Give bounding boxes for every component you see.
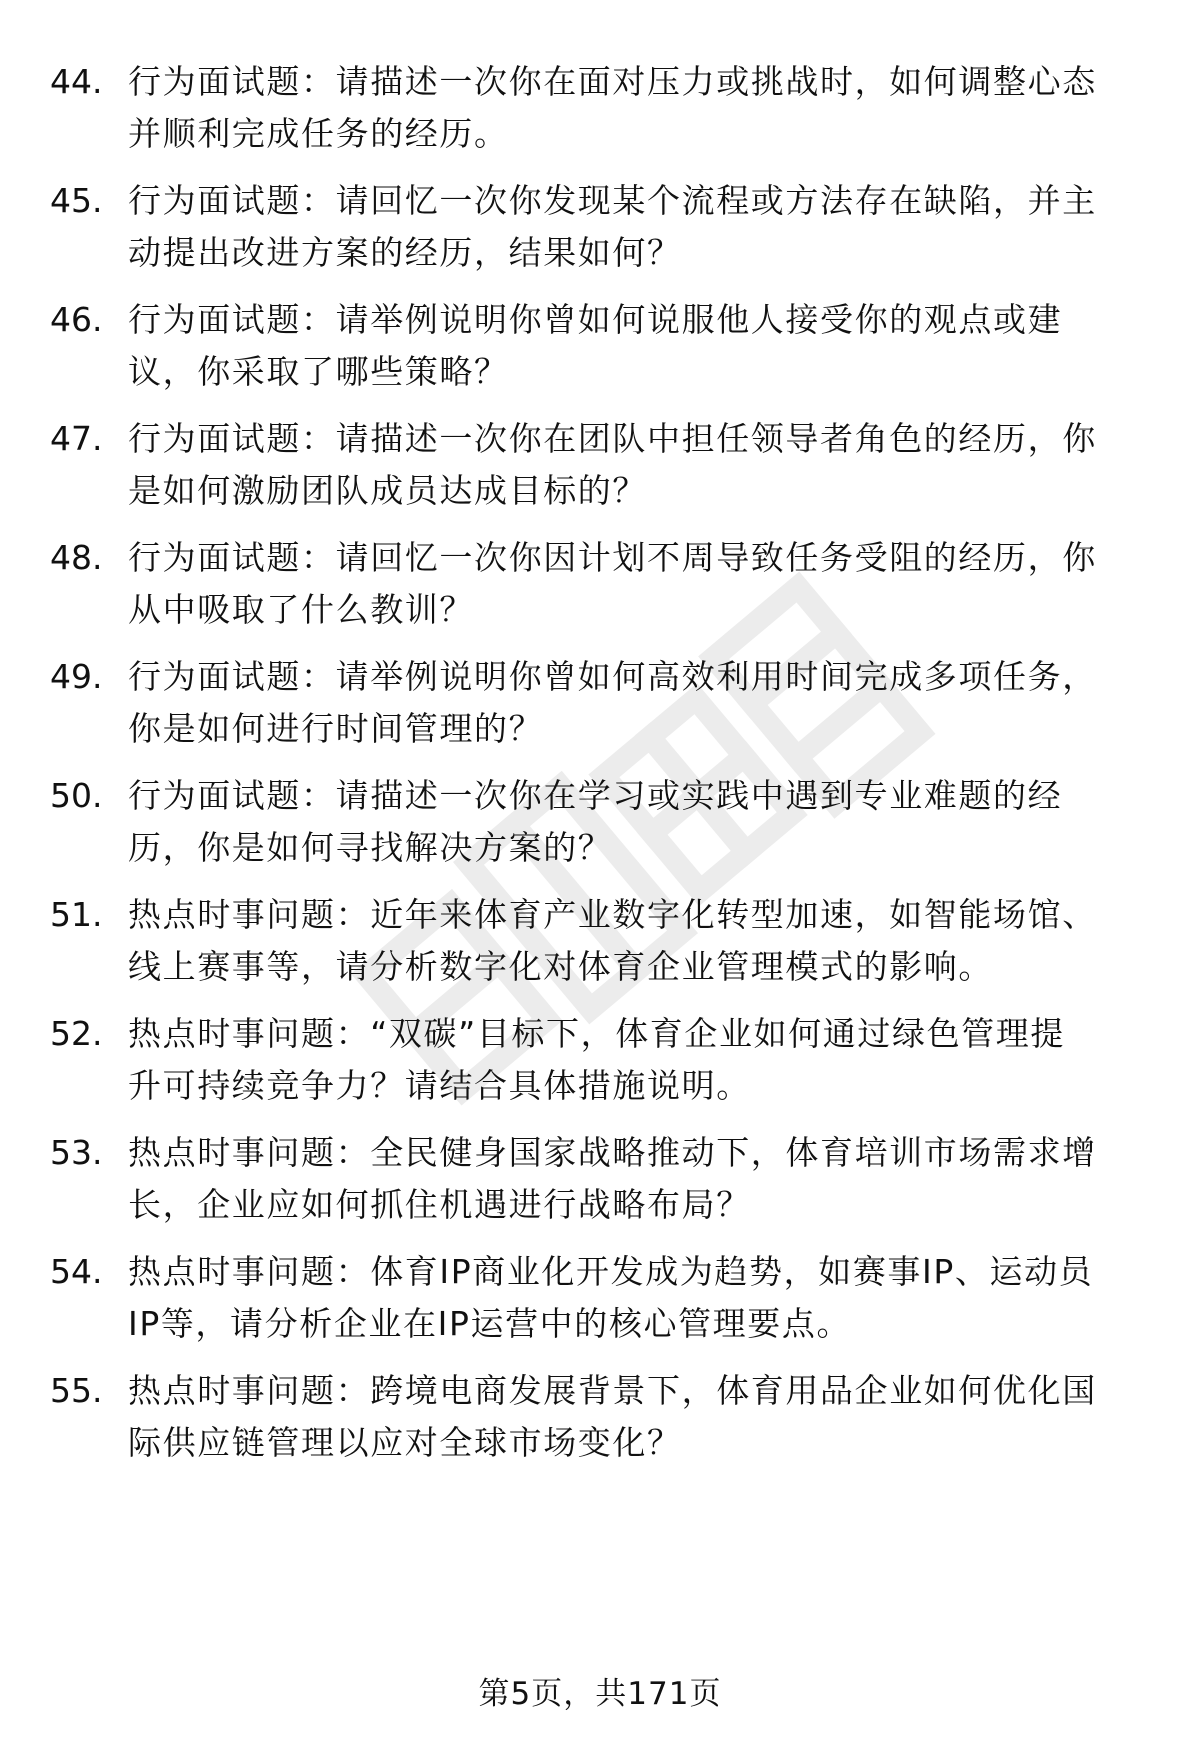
question-text-line-1: 热点时事问题：体育IP商业化开发成为趋势，如赛事IP、运动员 [128, 1252, 1094, 1291]
page-indicator: 第5页，共171页 [478, 1676, 722, 1712]
question-text-line-1: 行为面试题：请举例说明你曾如何说服他人接受你的观点或建 [128, 300, 1063, 339]
question-text-line-2: IP等，请分析企业在IP运营中的核心管理要点。 [128, 1304, 852, 1343]
question-item-55 [0, 1365, 1200, 1475]
question-number: 49. [50, 657, 103, 696]
question-item-49 [0, 651, 1200, 761]
question-number: 45. [50, 181, 103, 220]
question-item-54 [0, 1246, 1200, 1356]
question-text-line-1: 热点时事问题：全民健身国家战略推动下，体育培训市场需求增 [128, 1133, 1097, 1172]
question-text-line-1: 行为面试题：请描述一次你在团队中担任领导者角色的经历，你 [128, 419, 1097, 458]
question-text-line-2: 你是如何进行时间管理的？ [128, 709, 544, 748]
question-text-line-2: 并顺利完成任务的经历。 [128, 114, 509, 153]
question-text-line-2: 长，企业应如何抓住机遇进行战略布局？ [128, 1185, 751, 1224]
question-text-line-2: 历，你是如何寻找解决方案的？ [128, 828, 613, 867]
question-text-line-2: 升可持续竞争力？请结合具体措施说明。 [128, 1066, 751, 1105]
question-item-47 [0, 413, 1200, 523]
question-text-line-1: 行为面试题：请描述一次你在面对压力或挑战时，如何调整心态 [128, 62, 1097, 101]
question-number: 54. [50, 1252, 103, 1291]
question-number: 48. [50, 538, 103, 577]
question-number: 44. [50, 62, 103, 101]
question-text-line-1: 热点时事问题：“双碳”目标下，体育企业如何通过绿色管理提 [128, 1014, 1065, 1053]
question-text-line-2: 际供应链管理以应对全球市场变化？ [128, 1423, 682, 1462]
question-item-53 [0, 1127, 1200, 1237]
question-text-line-2: 动提出改进方案的经历，结果如何？ [128, 233, 682, 272]
question-number: 52. [50, 1014, 103, 1053]
question-number: 53. [50, 1133, 103, 1172]
question-number: 46. [50, 300, 103, 339]
question-number: 50. [50, 776, 103, 815]
question-text-line-1: 热点时事问题：近年来体育产业数字化转型加速，如智能场馆、 [128, 895, 1097, 934]
question-text-line-1: 行为面试题：请回忆一次你发现某个流程或方法存在缺陷，并主 [128, 181, 1097, 220]
question-text-line-2: 议，你采取了哪些策略？ [128, 352, 509, 391]
question-number: 47. [50, 419, 103, 458]
question-item-48 [0, 532, 1200, 642]
question-text-line-2: 从中吸取了什么教训？ [128, 590, 474, 629]
question-item-52 [0, 1008, 1200, 1118]
question-item-51 [0, 889, 1200, 999]
question-number: 51. [50, 895, 103, 934]
question-item-46 [0, 294, 1200, 404]
question-text-line-1: 行为面试题：请描述一次你在学习或实践中遇到专业难题的经 [128, 776, 1063, 815]
question-item-50 [0, 770, 1200, 880]
question-item-45 [0, 175, 1200, 285]
question-text-line-2: 线上赛事等，请分析数字化对体育企业管理模式的影响。 [128, 947, 993, 986]
question-text-line-2: 是如何激励团队成员达成目标的？ [128, 471, 647, 510]
question-number: 55. [50, 1371, 103, 1410]
question-text-line-1: 行为面试题：请举例说明你曾如何高效利用时间完成多项任务， [128, 657, 1097, 696]
question-item-44 [0, 56, 1200, 166]
question-text-line-1: 行为面试题：请回忆一次你因计划不周导致任务受阻的经历，你 [128, 538, 1097, 577]
question-text-line-1: 热点时事问题：跨境电商发展背景下，体育用品企业如何优化国 [128, 1371, 1097, 1410]
